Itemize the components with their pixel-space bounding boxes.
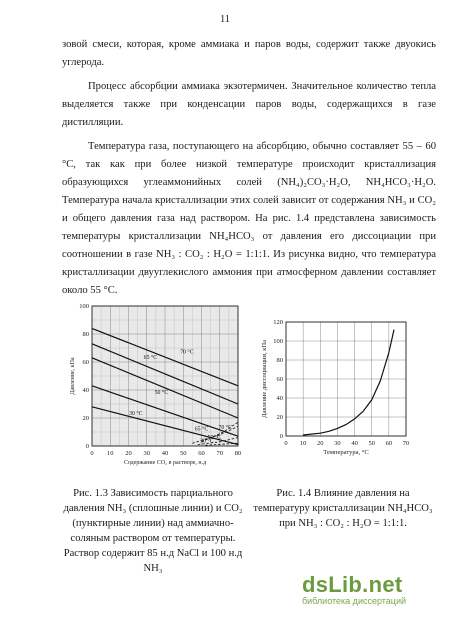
paragraph-3: Температура газа, поступающего на абсорбцию, обычно составляет 55 – 60 °С, так как при более низкой температуре происходит кристаллизация образующихся углеаммонийных солей (NH₄)₂CO₃·H₂O, NH₄HCO₃·H₂O. Температура начала кристаллизации этих солей зависит от содержания NH₃ и CO₂ и общего давления газа над раствором. На рис. 1.4 представлена зависимость температуры кристаллизации NH₄HCO₃ от давления его диссоциации при соотношении в газе NH₃ : CO₂ : H₂O = 1:1:1. Из рисунка видно, что температура кристаллизации двууглекислого аммония при атмосферном давлении составляет около 55 °С. bbox=[62, 141, 436, 296]
x-tick-label: 10 bbox=[107, 450, 114, 457]
figure-1-3-chart bbox=[66, 300, 246, 472]
x-tick-label: 30 bbox=[334, 440, 341, 447]
x-tick-label: 70 bbox=[402, 440, 410, 447]
series-label: 50 °С bbox=[154, 390, 169, 397]
x-tick-label: 0 bbox=[284, 440, 288, 447]
page-number: 11 bbox=[219, 14, 231, 25]
x-tick-label: 10 bbox=[299, 440, 307, 447]
series-label: 30 °С bbox=[129, 411, 143, 418]
y-axis-label: Давление, кПа bbox=[70, 357, 76, 395]
y-tick-label: 120 bbox=[273, 319, 283, 327]
y-tick-label: 20 bbox=[276, 414, 283, 422]
y-tick-label: 40 bbox=[82, 387, 89, 395]
y-tick-label: 60 bbox=[276, 376, 283, 384]
body-text bbox=[62, 36, 436, 300]
y-tick-label: 80 bbox=[276, 357, 283, 365]
x-tick-label: 80 bbox=[234, 450, 242, 457]
x-tick-label: 60 bbox=[385, 440, 393, 447]
paragraph-1: зовой смеси, которая, кроме аммиака и паров воды, содержит также двуокись углерода. bbox=[62, 39, 436, 68]
x-tick-label: 60 bbox=[198, 450, 205, 457]
series-label: 65 °С bbox=[143, 355, 158, 362]
series-label: 50 °С bbox=[207, 435, 221, 441]
x-tick-label: 40 bbox=[351, 440, 358, 447]
y-tick-label: 100 bbox=[273, 338, 283, 346]
x-tick-label: 20 bbox=[317, 440, 324, 447]
watermark bbox=[302, 572, 450, 606]
y-tick-label: 20 bbox=[82, 415, 89, 423]
watermark-subtitle: библиотека диссертаций bbox=[302, 596, 407, 606]
y-tick-label: 0 bbox=[279, 433, 283, 441]
x-tick-label: 50 bbox=[368, 440, 375, 447]
paragraph-2: Процесс абсорбции аммиака экзотермичен. Значительное количество тепла выделяется также при конденсации паров воды, содержащихся в газе дистилляции. bbox=[62, 81, 436, 128]
y-tick-label: 0 bbox=[85, 443, 89, 451]
x-axis-label: Температура, °С bbox=[323, 449, 369, 456]
x-tick-label: 0 bbox=[90, 450, 94, 457]
x-tick-label: 50 bbox=[180, 450, 187, 457]
x-tick-label: 70 bbox=[216, 450, 223, 457]
y-axis-label: Давление диссоциации, кПа bbox=[261, 340, 268, 418]
watermark-logo: dsLib.net bbox=[302, 572, 403, 597]
y-tick-label: 100 bbox=[79, 303, 89, 311]
series-label: 65 °С bbox=[194, 426, 209, 433]
y-tick-label: 60 bbox=[82, 359, 89, 367]
series-label: 30 °С bbox=[200, 438, 214, 445]
figure-1-3-caption: Рис. 1.3 Зависимость парциального давления NH₃ (сплошные линии) и CO₂ (пунктирные линии) над аммиачно-соляным раствором от температуры. Раствор содержит 85 н.д NaCl и 100 н.д NH₃ bbox=[63, 488, 243, 574]
y-tick-label: 80 bbox=[82, 331, 89, 339]
y-tick-label: 40 bbox=[276, 395, 283, 403]
solid-series-line bbox=[303, 330, 394, 435]
x-axis-label: Содержание CO₂ в растворе, н.д bbox=[123, 460, 207, 466]
x-tick-label: 20 bbox=[125, 450, 132, 457]
x-tick-label: 30 bbox=[143, 450, 150, 457]
series-label: 70 °С bbox=[180, 349, 194, 356]
x-tick-label: 40 bbox=[161, 450, 169, 457]
figure-1-4-caption: Рис. 1.4 Влияние давления на температуру кристаллизации NH₄HCO₃ при NH₃ : CO₂ : H₂O = 1:1:1. bbox=[253, 488, 433, 529]
figure-1-4-chart bbox=[258, 316, 418, 456]
series-label: 70 °С bbox=[218, 425, 232, 432]
